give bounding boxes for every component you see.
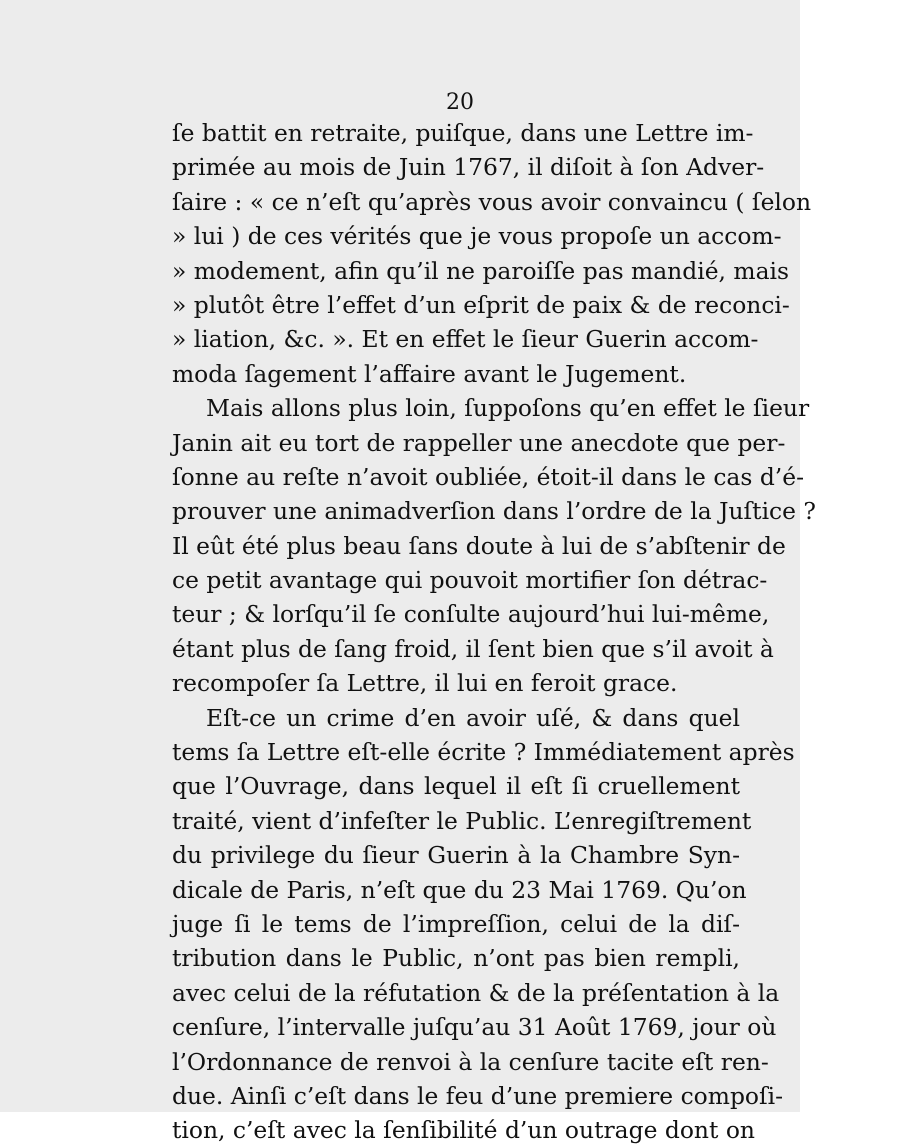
text-line: teur ; & lorſqu’il ſe conſulte aujourd’hui lui-même, [172,600,770,629]
text-line: » liation, &c. ». Et en effet le ſieur Guerin accom- [172,325,759,354]
text-line: tribution dans le Public, n’ont pas bien rempli, [172,944,740,973]
page-number: 20 [446,90,474,115]
text-line: l’Ordonnance de renvoi à la cenſure tacite eſt ren- [172,1047,769,1076]
text-line: étant plus de ſang froid, il ſent bien que s’il avoit à [172,634,774,663]
text-line: Il eût été plus beau ſans doute à lui de s’abſtenir de [172,531,786,560]
text-line: due. Ainſi c’eſt dans le feu d’une premiere compoſi- [172,1081,784,1110]
text-line: recompoſer ſa Lettre, il lui en feroit grace. [172,669,678,698]
text-line: » modement, afin qu’il ne paroiſſe pas mandié, mais [172,256,790,285]
text-line: cenſure, l’intervalle juſqu’au 31 Août 1769, jour où [172,1013,777,1042]
text-line: Mais allons plus loin, ſuppoſons qu’en effet le ſieur [206,394,810,423]
text-line: Janin ait eu tort de rappeller une anecdote que per- [172,428,786,457]
text-line: » plutôt être l’effet d’un eſprit de paix & de reconci- [172,290,790,319]
text-line: primée au mois de Juin 1767, il diſoit à ſon Adver- [172,153,765,182]
text-line: traité, vient d’infeſter le Public. L’enregiſtrement [172,806,752,835]
text-line: » lui ) de ces vérités que je vous propoſe un accom- [172,222,782,251]
text-line: juge ſi le tems de l’impreſſion, celui de la diſ- [172,909,740,938]
text-line: dicale de Paris, n’eſt que du 23 Mai 1769. Qu’on [172,875,747,904]
body-text [172,116,816,1148]
text-line: Eſt-ce un crime d’en avoir uſé, & dans quel [206,703,740,732]
text-line: du privilege du ſieur Guerin à la Chambre Syn- [172,841,740,870]
text-line: moda ſagement l’affaire avant le Jugement. [172,359,687,388]
text-line: que l’Ouvrage, dans lequel il eſt ſi cruellement [172,772,740,801]
text-line: avec celui de la réfutation & de la préſentation à la [172,978,780,1007]
text-line: tion, c’eſt avec la ſenſibilité d’un outrage dont on [172,1116,755,1145]
text-line: ce petit avantage qui pouvoit mortifier ſon détrac- [172,566,768,595]
text-line: ſaire : « ce n’eſt qu’après vous avoir convaincu ( ſelon [172,187,812,216]
text-line: ſonne au reſte n’avoit oubliée, étoit-il dans le cas d’é- [172,462,804,491]
text-line: prouver une animadverſion dans l’ordre de la Juſtice ? [172,497,816,526]
text-line: ſe battit en retraite, puiſque, dans une Lettre im- [172,119,754,147]
text-line: tems ſa Lettre eſt-elle écrite ? Immédiatement après [172,738,795,767]
